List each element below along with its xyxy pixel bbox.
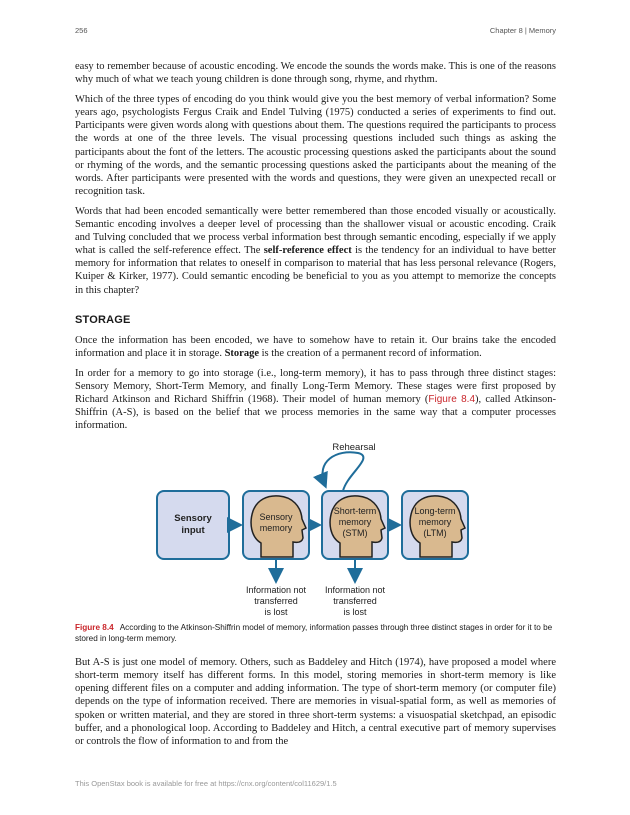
page-footer: This OpenStax book is available for free at https://cnx.org/content/col11629/1.5 — [75, 779, 337, 788]
sensory-memory-line2: memory — [259, 523, 293, 534]
lost-label-1-line2: transferred — [254, 596, 298, 607]
paragraph: Which of the three types of encoding do you think would give you the best memory of verbal information? Some years ago, psychologists Fergus Craik and Endel Tulving (1975) conducted a series of experiments to find out. Participants were given words along with questions about them. The questions required the participants to process the words at one of the three levels. The visual processing questions included such things as asking the participants about the font of the letters. The acoustic processing questions asked the participants about the sound or rhyming of the words, and the semantic processing questions asked the participants about the meaning of the words. After participants were presented with the words and questions, they were given an unexpected recall or recognition task. — [75, 94, 556, 197]
paragraph: easy to remember because of acoustic encoding. We encode the sounds the words make. This is one of the reasons why much of what we teach young children is done through song, rhyme, and rhythm. — [75, 61, 556, 86]
caption-text: According to the Atkinson-Shiffrin model of memory, information passes through three distinct stages in order for it to be stored in long-term memory. — [75, 623, 553, 643]
sensory-input-line2: input — [181, 525, 205, 537]
page-number: 256 — [75, 26, 88, 35]
term-storage: Storage — [224, 347, 260, 359]
sensory-memory-line1: Sensory — [259, 512, 293, 523]
chapter-title: Chapter 8 | Memory — [489, 26, 556, 35]
rehearsal-label: Rehearsal — [332, 442, 376, 454]
paragraph-storage: Once the information has been encoded, we have to somehow have to retain it. Our brains take the encoded information and place it in storage. Storage is the creation of a permanent record of information. — [75, 334, 556, 359]
ltm-line3: (LTM) — [423, 528, 447, 539]
lost-label-2-line3: is lost — [343, 607, 367, 618]
stm-line3: (STM) — [342, 528, 368, 539]
lost-label-1-line1: Information not — [245, 585, 307, 596]
paragraph-stages: In order for a memory to go into storage (i.e., long-term memory), it has to pass through three distinct stages: Sensory Memory, Short-Term Memory, and finally Long-Term Memory. These stages were first proposed by Richard Atkinson and Richard Shiffrin (1968). Their model of human memory (Figure 8.4), called Atkinson-Shiffrin (A-S), is based on the belief that we process memories in the same way that a computer processes information. — [75, 367, 556, 432]
figure-number: Figure 8.4 — [75, 623, 114, 633]
sensory-input-line1: Sensory — [174, 513, 212, 525]
paragraph-self-reference: Words that had been encoded semantically were better remembered than those encoded visually or acoustically. Semantic encoding involves a deeper level of processing than the shallower visual or acoustic encoding. Craik and Tulving concluded that we process verbal information best through semantic encoding, especially if we apply what is called the self-reference effect. The self-reference effect is the tendency for an individual to have better memory for information that relates to oneself in comparison to material that has less personal relevance (Rogers, Kuiper & Kirker, 1977). Could semantic encoding be beneficial to you as you attempt to memorize the concepts in this chapter? — [75, 205, 556, 296]
stm-line1: Short-term — [333, 506, 377, 517]
lost-label-2-line1: Information not — [324, 585, 386, 596]
page-content — [75, 60, 556, 755]
figure-link[interactable]: Figure 8.4 — [428, 394, 475, 406]
section-heading: STORAGE — [75, 313, 131, 326]
figure-caption — [75, 623, 556, 644]
lost-label-1-line3: is lost — [264, 607, 288, 618]
ltm-line1: Long-term — [414, 506, 456, 517]
rehearsal-loop-arrow — [323, 453, 364, 492]
ltm-line2: memory — [418, 517, 452, 528]
memory-model-diagram — [75, 439, 556, 619]
term-self-reference-effect: self-reference effect — [263, 245, 352, 257]
paragraph: But A-S is just one model of memory. Others, such as Baddeley and Hitch (1974), have proposed a model where short-term memory itself has different forms. In this model, storing memories in short-term memory is like opening different files on a computer and adding information. The type of short-term memory (or computer file) depends on the type of information received. There are memories in visual-spatial form, as well as memories of spoken or written material, and they are stored in three short-term systems: a visuospatial sketchpad, an episodic buffer, and a phonological loop. According to Baddeley and Hitch, a central executive part of memory supervises or controls the flow of information to and from the — [75, 657, 556, 747]
stm-line2: memory — [338, 517, 372, 528]
lost-label-2-line2: transferred — [333, 596, 377, 607]
